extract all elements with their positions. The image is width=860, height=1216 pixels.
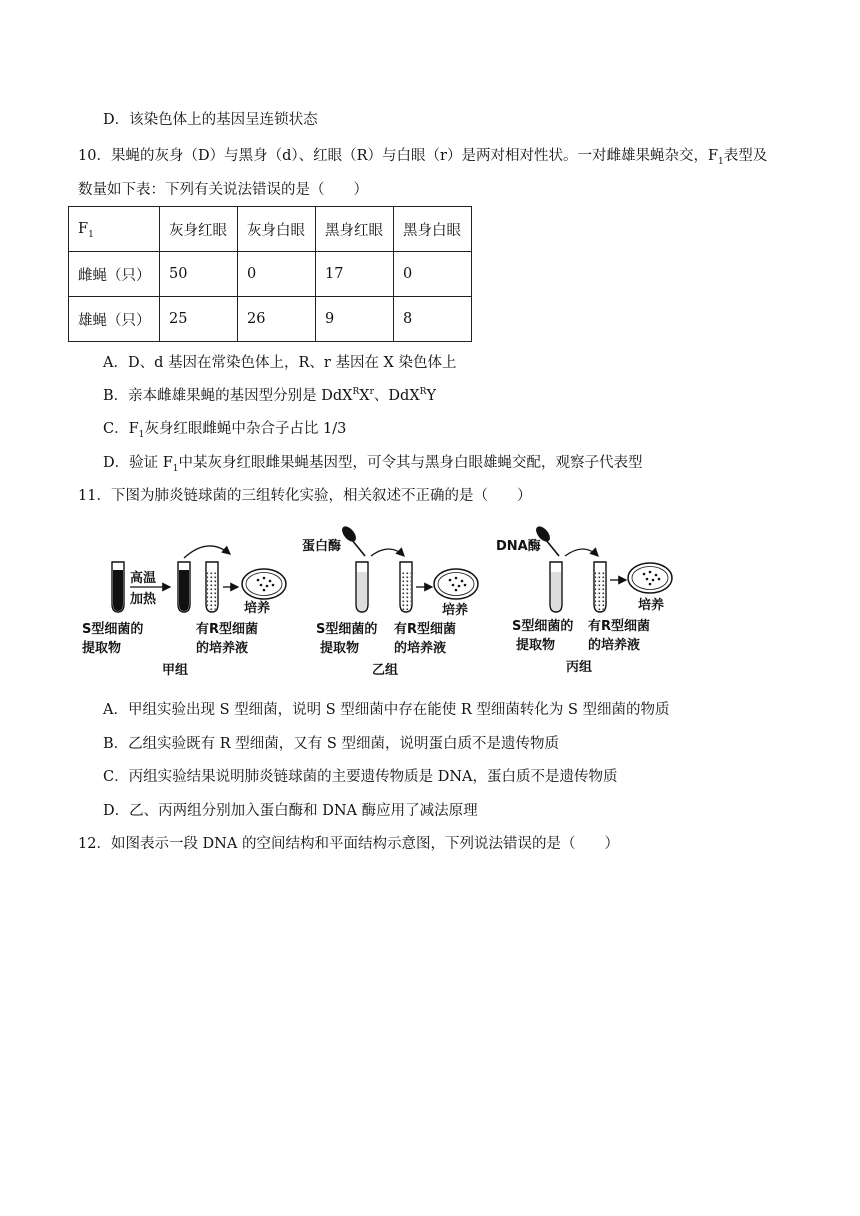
table-cell: 0 [238, 252, 316, 297]
group-name: 甲组 [162, 663, 189, 678]
culture-label: 培养 [638, 598, 665, 613]
q11-stem: 11．下图为肺炎链球菌的三组转化实验，相关叙述不正确的是（ ） [78, 488, 532, 504]
r-medium-label-line1: 有R型细菌 [394, 622, 457, 637]
culture-label: 培养 [442, 603, 469, 618]
table-cell: 17 [316, 252, 394, 297]
r-medium-label-line1: 有R型细菌 [588, 619, 651, 634]
s-extract-label-line1: S型细菌的 [512, 619, 574, 634]
dropper-icon [339, 524, 365, 556]
q11-option-b: B．乙组实验既有 R 型细菌，又有 S 型细菌，说明蛋白质不是遗传物质 [103, 736, 559, 752]
table-row [69, 297, 472, 342]
s-extract-tube-icon [550, 562, 562, 612]
r-medium-label-line2: 的培养液 [394, 641, 447, 656]
heated-extract-tube-icon [178, 562, 190, 612]
s-extract-tube-icon [356, 562, 368, 612]
s-extract-label-line2: 提取物 [516, 638, 556, 653]
table-cell: 8 [394, 297, 472, 342]
r-medium-label-line1: 有R型细菌 [196, 622, 259, 637]
table-header-cell: 黑身红眼 [316, 207, 394, 252]
q10-option-b: B．亲本雌雄果蝇的基因型分别是 $DdX^RX^r$、DdX$^R$Y [103, 387, 437, 404]
q10-option-d: D．验证 $F_1$中某灰身红眼雌果蝇基因型，可令其与黑身白眼雄蝇交配，观察子代表型 [103, 455, 643, 474]
table-corner-cell: $F_1$ [69, 207, 160, 252]
group-bing [496, 524, 672, 675]
table-cell: 9 [316, 297, 394, 342]
s-extract-label-line2: 提取物 [320, 641, 360, 656]
table-cell: 25 [160, 297, 238, 342]
group-jia [82, 546, 286, 678]
s-extract-label-line1: S型细菌的 [316, 622, 378, 637]
r-medium-label-line2: 的培养液 [196, 641, 249, 656]
petri-dish-icon [628, 563, 672, 593]
group-name: 丙组 [566, 660, 593, 675]
r-medium-tube-icon [400, 562, 412, 612]
group-yi [302, 524, 478, 678]
table-header-cell: 灰身白眼 [238, 207, 316, 252]
transformation-experiment-figure [78, 520, 678, 688]
heat-label-line2: 加热 [130, 592, 157, 607]
table-cell: 50 [160, 252, 238, 297]
s-extract-tube-icon [112, 562, 124, 612]
table-row-label: 雄蝇（只） [69, 297, 160, 342]
r-medium-tube-icon [594, 562, 606, 612]
table-cell: 26 [238, 297, 316, 342]
q11-option-d: D．乙、丙两组分别加入蛋白酶和 DNA 酶应用了减法原理 [103, 803, 478, 819]
q10-option-a: A．D、d 基因在常染色体上，R、r 基因在 X 染色体上 [103, 355, 457, 371]
table-row [69, 252, 472, 297]
enzyme-label: 蛋白酶 [302, 539, 342, 554]
r-medium-tube-icon [206, 562, 218, 612]
table-header-cell: 灰身红眼 [160, 207, 238, 252]
table-row-label: 雌蝇（只） [69, 252, 160, 297]
petri-dish-icon [242, 569, 286, 599]
q10-option-c: C．$F_1$灰身红眼雌蝇中杂合子占比 1/3 [103, 421, 347, 440]
petri-dish-icon [434, 569, 478, 599]
q11-option-a: A．甲组实验出现 S 型细菌，说明 S 型细菌中存在能使 R 型细菌转化为 S 型细菌的物质 [103, 702, 670, 718]
q9-option-d: D．该染色体上的基因呈连锁状态 [103, 112, 318, 128]
s-extract-label-line2: 提取物 [82, 641, 122, 656]
q10-stem-line1: 10．果蝇的灰身（D）与黑身（d）、红眼（R）与白眼（r）是两对相对性状。一对雌雄果蝇杂交，$F_1$表型及 [78, 148, 768, 167]
q12-stem: 12．如图表示一段 DNA 的空间结构和平面结构示意图，下列说法错误的是（ ） [78, 836, 619, 852]
r-medium-label-line2: 的培养液 [588, 638, 641, 653]
enzyme-label: DNA酶 [496, 539, 541, 554]
transfer-arrow-icon [184, 546, 230, 558]
s-extract-label-line1: S型细菌的 [82, 622, 144, 637]
culture-label: 培养 [244, 601, 271, 616]
heat-label-line1: 高温 [130, 571, 157, 586]
table-header-row [69, 207, 472, 252]
f1-phenotype-table [68, 206, 472, 342]
transfer-arrow-icon [565, 549, 598, 556]
q11-option-c: C．丙组实验结果说明肺炎链球菌的主要遗传物质是 DNA，蛋白质不是遗传物质 [103, 769, 618, 785]
transfer-arrow-icon [371, 549, 404, 556]
table-cell: 0 [394, 252, 472, 297]
group-name: 乙组 [372, 663, 399, 678]
q10-stem-line2: 数量如下表：下列有关说法错误的是（ ） [78, 182, 368, 198]
table-header-cell: 黑身白眼 [394, 207, 472, 252]
